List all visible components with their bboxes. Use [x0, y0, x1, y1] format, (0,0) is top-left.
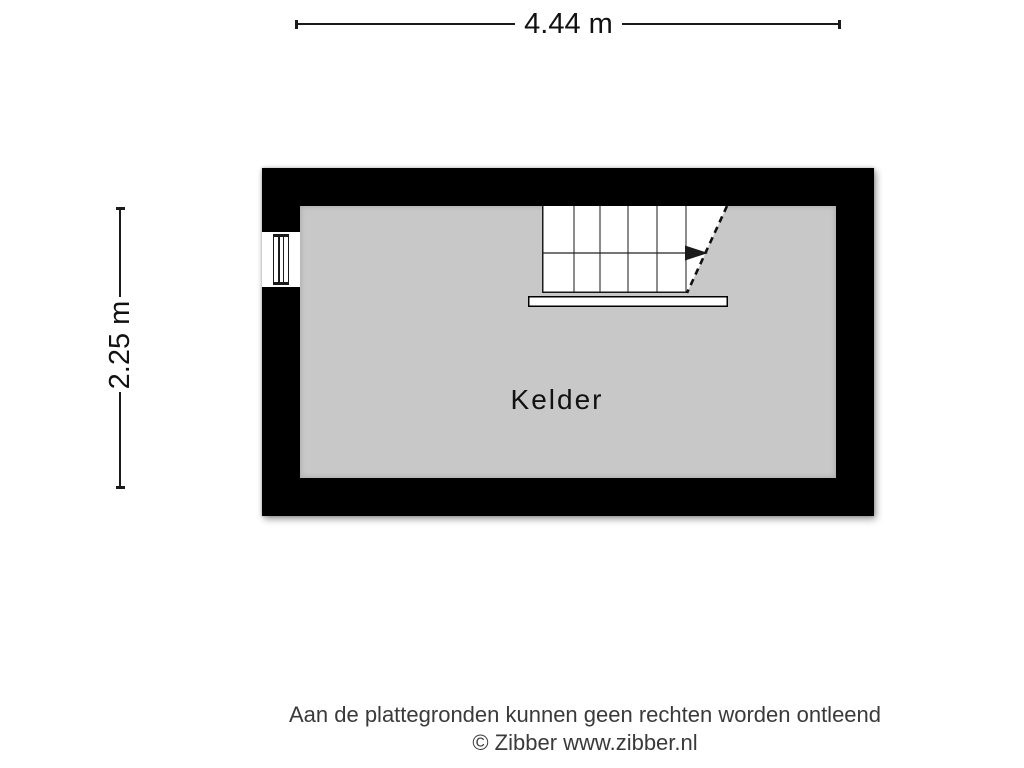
height-dimension-label: 2.25 m: [104, 300, 136, 390]
footer: [190, 701, 980, 757]
window-pane-line: [278, 237, 280, 282]
width-dimension-label: 4.44 m: [524, 8, 613, 40]
dimension-line: [622, 23, 839, 25]
window-frame: [273, 234, 289, 285]
window-pane-line: [283, 237, 285, 282]
floor-plan: [262, 168, 874, 516]
room-label: Kelder: [510, 384, 604, 415]
stair-body: [542, 206, 727, 293]
window-icon: [262, 232, 300, 287]
dimension-tick: [838, 20, 841, 29]
dimension-tick: [116, 207, 125, 210]
dimension-line: [296, 23, 515, 25]
dimension-tick: [116, 486, 125, 489]
copyright-text: © Zibber www.zibber.nl: [472, 730, 698, 755]
disclaimer-text: Aan de plattegronden kunnen geen rechten worden ontleend: [288, 702, 882, 727]
dimension-tick: [295, 20, 298, 29]
stair-landing-bar: [529, 297, 728, 307]
staircase: [528, 206, 728, 307]
